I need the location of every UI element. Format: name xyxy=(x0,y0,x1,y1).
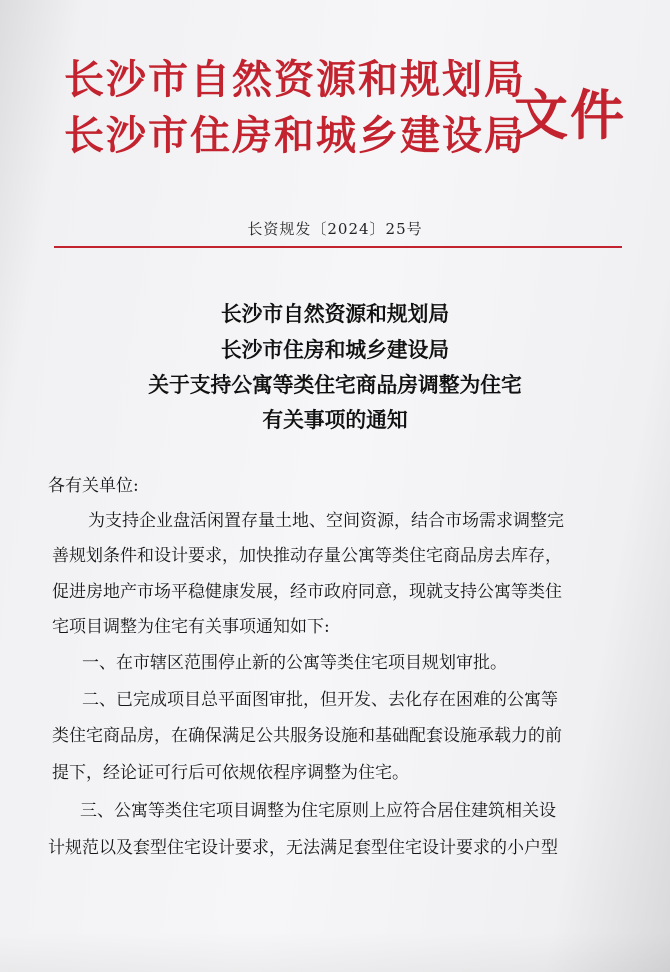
item-3-line-2: 计规范以及套型住宅设计要求，无法满足套型住宅设计要求的小户型 xyxy=(48,838,558,858)
item-3-line-1: 三、公寓等类住宅项目调整为住宅原则上应符合居住建筑相关设 xyxy=(80,801,556,821)
item-2-line-3: 提下，经论证可行后可依规依程序调整为住宅。 xyxy=(52,763,409,783)
paragraph-1-line-4: 宅项目调整为住宅有关事项通知如下: xyxy=(52,617,330,637)
red-divider xyxy=(54,246,622,248)
title-line-3: 关于支持公寓等类住宅商品房调整为住宅 xyxy=(148,373,522,397)
paragraph-1-line-1: 为支持企业盘活闲置存量土地、空间资源，结合市场需求调整完 xyxy=(88,511,564,531)
title-line-2: 长沙市住房和城乡建设局 xyxy=(220,338,450,362)
paragraph-1-line-2: 善规划条件和设计要求，加快推动存量公寓等类住宅商品房去库存， xyxy=(52,546,562,566)
doc-type-label: 文件 xyxy=(514,83,626,147)
item-2-line-2: 类住宅商品房，在确保满足公共服务设施和基础配套设施承载力的前 xyxy=(52,726,562,746)
paragraph-1-line-3: 促进房地产市场平稳健康发展，经市政府同意，现就支持公寓等类住 xyxy=(52,582,562,602)
item-2-line-1: 二、已完成项目总平面图审批，但开发、去化存在困难的公寓等 xyxy=(82,690,558,710)
salutation: 各有关单位: xyxy=(48,476,139,496)
issuer-line-1: 长沙市自然资源和规划局 xyxy=(64,56,526,103)
document-number: 长资规发〔2024〕25号 xyxy=(247,220,423,238)
issuer-line-2: 长沙市住房和城乡建设局 xyxy=(64,112,526,159)
title-line-1: 长沙市自然资源和规划局 xyxy=(220,302,450,326)
title-line-4: 有关事项的通知 xyxy=(262,408,408,432)
item-1-line-1: 一、在市辖区范围停止新的公寓等类住宅项目规划审批。 xyxy=(82,653,507,673)
page-bottom-shade xyxy=(0,932,670,972)
